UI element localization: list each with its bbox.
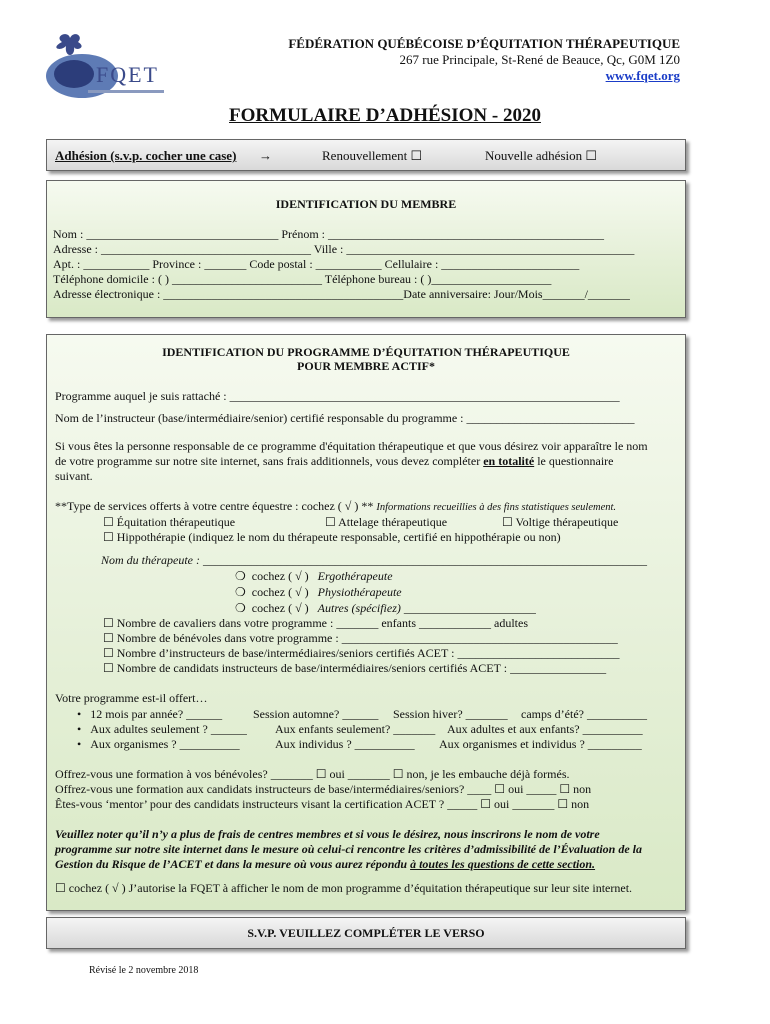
notice-line-3: Gestion du Risque de l’ACET et dans la mesure où vous aurez répondu à toutes les questions de cette section. xyxy=(55,857,596,871)
form-title: FORMULAIRE D’ADHÉSION - 2020 xyxy=(229,105,541,126)
service-equitation-checkbox[interactable]: ☐ Équitation thérapeutique xyxy=(103,515,236,529)
verso-text: S.V.P. VEUILLEZ COMPLÉTER LE VERSO xyxy=(247,926,485,940)
fqet-logo xyxy=(44,30,166,102)
adhesion-bar xyxy=(46,139,686,171)
member-section-title: IDENTIFICATION DU MEMBRE xyxy=(275,197,457,211)
intro-paragraph-2: de votre programme sur notre site internet, sans frais additionnels, vous devez compléter en totalité le questionnaire xyxy=(55,454,614,468)
count-instructeurs[interactable]: ☐ Nombre d’instructeurs de base/intermédiaires/seniors certifiés ACET : ___________________________ xyxy=(103,646,620,660)
offered-row-3-b[interactable]: Aux individus ? __________ xyxy=(275,737,415,751)
member-field-name[interactable]: Nom : ________________________________ Prénom : ______________________________________________ xyxy=(53,227,604,241)
radio-physiotherapeute[interactable]: ❍ cochez ( √ ) Physiothérapeute xyxy=(235,585,402,599)
renewal-checkbox[interactable]: Renouvellement ☐ xyxy=(322,148,423,163)
offered-row-2[interactable]: • Aux adultes seulement ? ______ xyxy=(77,722,247,736)
service-hippotherapie-checkbox[interactable]: ☐ Hippothérapie (indiquez le nom du thérapeute responsable, certifié en hippothérapie ou non) xyxy=(103,530,561,544)
offered-row-2-c[interactable]: Aux adultes et aux enfants? __________ xyxy=(447,722,643,736)
services-heading: **Type de services offerts à votre centre équestre : cochez ( √ ) ** Informations recueillies à des fins statistiques seulement. xyxy=(55,499,617,513)
radio-ergotherapeute[interactable]: ❍ cochez ( √ ) Ergothérapeute xyxy=(235,569,393,583)
adhesion-label: Adhésion (s.v.p. cocher une case) xyxy=(55,148,237,163)
offered-row-1-c[interactable]: Session hiver? _______ xyxy=(393,707,508,721)
arrow-icon: → xyxy=(259,148,272,163)
new-membership-checkbox[interactable]: Nouvelle adhésion ☐ xyxy=(485,148,598,163)
org-website-link[interactable]: www.fqet.org xyxy=(605,68,680,83)
programme-field[interactable]: Programme auquel je suis rattaché : _________________________________________________________________ xyxy=(55,389,620,403)
program-title-1: IDENTIFICATION DU PROGRAMME D’ÉQUITATION THÉRAPEUTIQUE xyxy=(162,345,570,359)
count-benevoles[interactable]: ☐ Nombre de bénévoles dans votre programme : ______________________________________________ xyxy=(103,631,618,645)
offered-row-3-c[interactable]: Aux organismes et individus ? _________ xyxy=(439,737,642,751)
service-attelage-checkbox[interactable]: ☐ Attelage thérapeutique xyxy=(325,515,448,529)
formation-benevoles[interactable]: Offrez-vous une formation à vos bénévoles? _______ ☐ oui _______ ☐ non, je les embauche déjà formés. xyxy=(55,767,570,781)
offered-row-1-b[interactable]: Session automne? ______ xyxy=(253,707,379,721)
verso-bar xyxy=(46,917,686,949)
member-field-phone[interactable]: Téléphone domicile : ( ) _________________________ Téléphone bureau : ( )____________________ xyxy=(53,272,552,286)
offered-heading: Votre programme est-il offert… xyxy=(55,691,208,705)
mentor-question[interactable]: Êtes-vous ‘mentor’ pour des candidats instructeurs visant la certification ACET ? _____ ☐ oui _______ ☐ non xyxy=(55,797,590,811)
org-address: 267 rue Principale, St-René de Beauce, Qc, G0M 1Z0 xyxy=(399,52,680,67)
program-section xyxy=(46,334,686,911)
member-field-address[interactable]: Adresse : ___________________________________ Ville : ________________________________________________ xyxy=(53,242,635,256)
member-field-apt[interactable]: Apt. : ___________ Province : _______ Code postal : ___________ Cellulaire : _______________________ xyxy=(53,257,580,271)
authorize-checkbox[interactable]: ☐ cochez ( √ ) J’autorise la FQET à afficher le nom de mon programme d’équitation thérapeutique sur leur site internet. xyxy=(55,881,633,895)
intro-paragraph-3: suivant. xyxy=(55,469,93,483)
formation-candidats[interactable]: Offrez-vous une formation aux candidats instructeurs de base/intermédiaires/seniors? ____ ☐ oui _____ ☐ non xyxy=(55,782,592,796)
notice-line-2: programme sur notre site internet dans le mesure où celui-ci rencontre les critères d’admissibilité de l’Évaluation de la xyxy=(55,842,642,856)
count-cavaliers[interactable]: ☐ Nombre de cavaliers dans votre programme : _______ enfants ____________ adultes xyxy=(103,616,528,630)
member-section xyxy=(46,180,686,318)
intro-paragraph-1: Si vous êtes la personne responsable de ce programme d'équitation thérapeutique et que vous désirez voir apparaître le nom xyxy=(55,439,648,453)
notice-line-1: Veuillez noter qu’il n’y a plus de frais de centres membres et si vous le désirez, nous inscrirons le nom de votre xyxy=(55,827,600,841)
offered-row-1[interactable]: • 12 mois par année? ______ xyxy=(77,707,223,721)
offered-row-2-b[interactable]: Aux enfants seulement? _______ xyxy=(275,722,436,736)
instructor-field[interactable]: Nom de l’instructeur (base/intermédiaire/senior) certifié responsable du programme : ____________________________ xyxy=(55,411,635,425)
radio-autres[interactable]: ❍ cochez ( √ ) Autres (spécifiez) ______________________ xyxy=(235,601,536,615)
revision-date: Révisé le 2 novembre 2018 xyxy=(89,965,199,976)
org-name: FÉDÉRATION QUÉBÉCOISE D’ÉQUITATION THÉRAPEUTIQUE xyxy=(288,36,680,51)
count-candidats[interactable]: ☐ Nombre de candidats instructeurs de base/intermédiaires/seniors certifiés ACET : ________________ xyxy=(103,661,607,675)
therapist-name-field[interactable]: Nom du thérapeute : __________________________________________________________________________ xyxy=(101,553,647,567)
organization-header xyxy=(288,36,680,84)
logo-text: FQET xyxy=(96,62,159,87)
program-title-2: POUR MEMBRE ACTIF* xyxy=(297,359,435,373)
service-voltige-checkbox[interactable]: ☐ Voltige thérapeutique xyxy=(502,515,619,529)
offered-row-3[interactable]: • Aux organismes ? __________ xyxy=(77,737,240,751)
member-field-email[interactable]: Adresse électronique : ________________________________________Date anniversaire: Jour/Mois_______/_______ xyxy=(53,287,630,301)
offered-row-1-d[interactable]: camps d’été? __________ xyxy=(521,707,647,721)
